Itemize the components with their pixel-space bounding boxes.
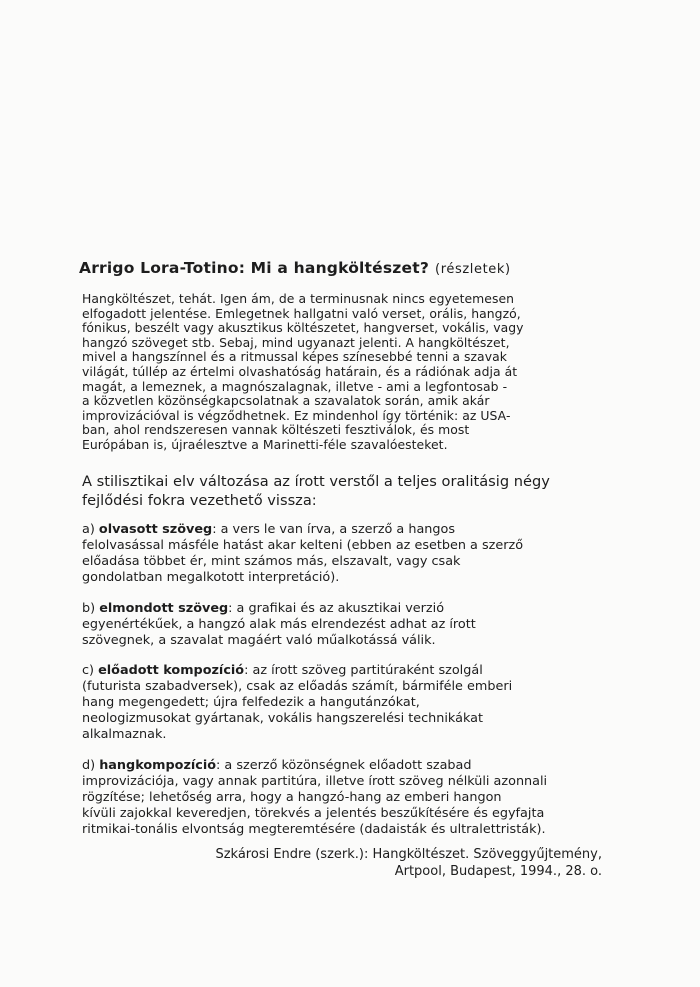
item-line: (futurista szabadversek), csak az előadás számít, bármiféle emberi bbox=[82, 679, 513, 694]
item-line: improvizációja, vagy annak partitúra, illetve írott szöveg nélküli azonnali bbox=[82, 774, 548, 789]
citation-line: Szkárosi Endre (szerk.): Hangköltészet. Szöveggyűjtemény, bbox=[215, 847, 602, 862]
item-line: egyenértékűek, a hangzó alak más elrendezést adhat az írott bbox=[82, 617, 476, 632]
lead-line: A stilisztikai elv változása az írott verstől a teljes oralitásig négy bbox=[82, 473, 550, 490]
item-line: ritmikai-tonális elvontság megteremtésére (dadaisták és ultralettristák). bbox=[82, 822, 546, 837]
citation bbox=[122, 846, 602, 880]
intro-paragraph bbox=[82, 292, 602, 453]
item-prefix: c) bbox=[82, 663, 99, 678]
title-subtitle: (részletek) bbox=[435, 262, 511, 277]
intro-line: fónikus, beszélt vagy akusztikus költészetet, hangverset, vokális, vagy bbox=[82, 320, 524, 336]
intro-line: magát, a lemeznek, a magnószalagnak, illetve - ami a legfontosab - bbox=[82, 378, 508, 394]
title-main: Arrigo Lora-Totino: Mi a hangköltészet? bbox=[79, 259, 430, 277]
item-line: neologizmusokat gyártanak, vokális hangszerelési technikákat bbox=[82, 711, 484, 726]
lead-paragraph bbox=[82, 472, 642, 510]
intro-line: mivel a hangszínnel és a ritmussal képes színesebbé tenni a szavak bbox=[82, 349, 507, 365]
list-item-b bbox=[82, 601, 642, 649]
citation-line: Artpool, Budapest, 1994., 28. o. bbox=[394, 864, 602, 879]
list-item-c bbox=[82, 663, 642, 743]
intro-line: a közvetlen közönségkapcsolatnak a szavalatok során, amik akár bbox=[82, 393, 490, 409]
item-line: kívüli zajokkal keveredjen, törekvés a jelentés beszűkítésére és egyfajta bbox=[82, 806, 545, 821]
item-text: : a szerző közönségnek előadott szabad bbox=[216, 758, 472, 773]
item-line: felolvasással másféle hatást akar kelteni (ebben az esetben a szerző bbox=[82, 538, 524, 553]
item-text: : az írott szöveg partitúraként szolgál bbox=[244, 663, 483, 678]
item-prefix: d) bbox=[82, 758, 100, 773]
item-line: alkalmaznak. bbox=[82, 727, 167, 742]
item-prefix: b) bbox=[82, 601, 100, 616]
intro-line: ban, ahol rendszeresen vannak költészeti fesztiválok, és most bbox=[82, 422, 470, 438]
intro-line: elfogadott jelentése. Emlegetnek hallgatni való verset, orális, hangzó, bbox=[82, 305, 521, 321]
list-item-d bbox=[82, 758, 642, 838]
item-line: hang megengedett; újra felfedezik a hangutánzókat, bbox=[82, 695, 420, 710]
intro-line: improvizációval is végződhetnek. Ez mindenhol így történik: az USA- bbox=[82, 407, 511, 423]
item-term: olvasott szöveg bbox=[98, 522, 213, 537]
intro-line: világát, túllép az értelmi olvashatóság határain, és a rádiónak adja át bbox=[82, 363, 518, 379]
item-term: elmondott szöveg bbox=[99, 601, 229, 616]
document-title bbox=[79, 257, 639, 281]
item-line: rögzítése; lehetőség arra, hogy a hangzó-hang az emberi hangon bbox=[82, 790, 502, 805]
intro-line: Európában is, újraélesztve a Marinetti-féle szavalóesteket. bbox=[82, 436, 448, 452]
lead-line: fejlődési fokra vezethető vissza: bbox=[82, 492, 317, 509]
item-term: hangkompozíció bbox=[99, 758, 217, 773]
item-term: előadott kompozíció bbox=[98, 663, 245, 678]
item-line: gondolatban megalkotott interpretáció). bbox=[82, 570, 340, 585]
intro-line: Hangköltészet, tehát. Igen ám, de a terminusnak nincs egyetemesen bbox=[82, 291, 515, 306]
item-line: előadása többet ér, mint számos más, elszavalt, vagy csak bbox=[82, 554, 461, 569]
list-item-a bbox=[82, 522, 642, 586]
item-prefix: a) bbox=[82, 522, 99, 537]
intro-line: hangzó szöveget stb. Sebaj, mind ugyanazt jelenti. A hangköltészet, bbox=[82, 334, 510, 350]
item-text: : a grafikai és az akusztikai verzió bbox=[228, 601, 445, 616]
item-text: : a vers le van írva, a szerző a hangos bbox=[212, 522, 456, 537]
item-line: szövegnek, a szavalat magáért való műalkotássá válik. bbox=[82, 633, 436, 648]
